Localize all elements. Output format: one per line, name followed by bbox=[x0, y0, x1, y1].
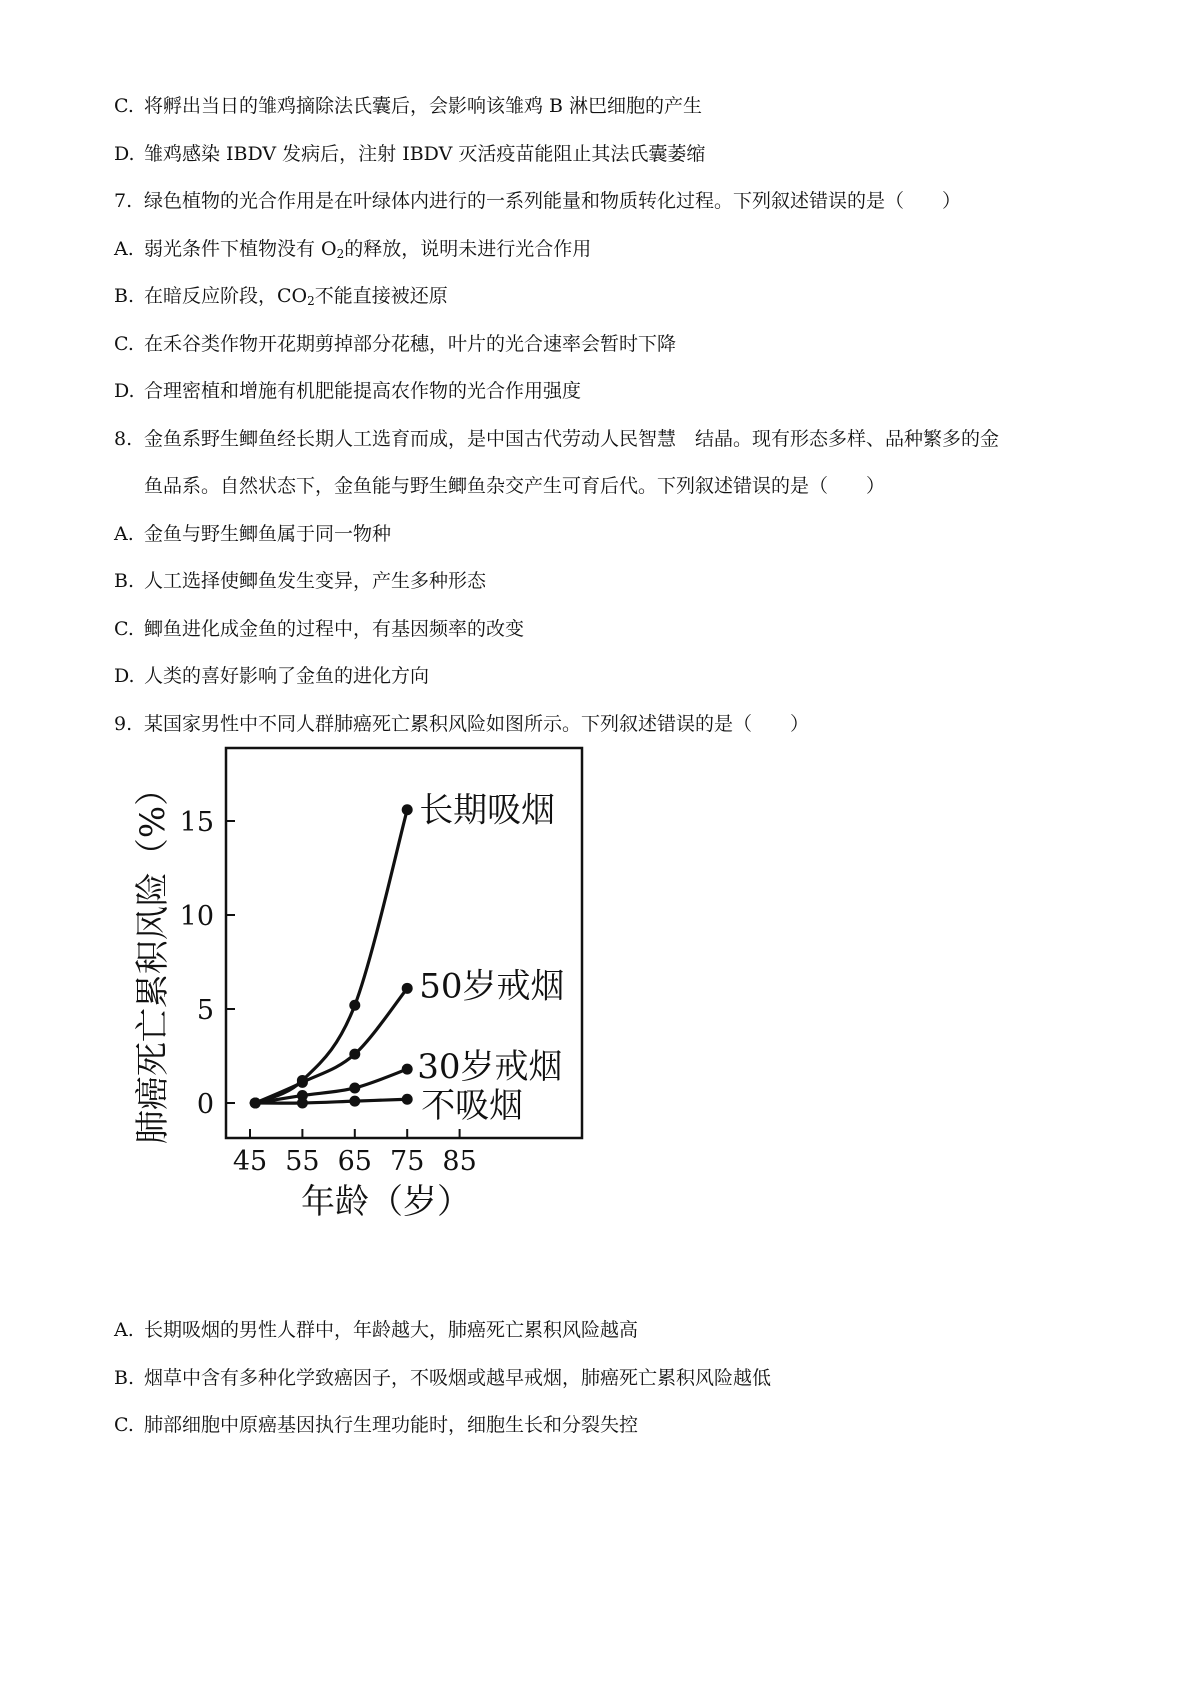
data-point bbox=[349, 1096, 360, 1107]
line-text: 鲫鱼进化成金鱼的过程中，有基因频率的改变 bbox=[144, 617, 525, 640]
line-label: 7. bbox=[114, 190, 133, 212]
data-point bbox=[402, 1094, 413, 1105]
line-label: D. bbox=[114, 665, 135, 687]
line-text: 绿色植物的光合作用是在叶绿体内进行的一系列能量和物质转化过程。下列叙述错误的是（ ） bbox=[144, 190, 962, 212]
line-label: B. bbox=[114, 1366, 135, 1389]
series-label: 长期吸烟 bbox=[419, 790, 556, 831]
series-line bbox=[255, 810, 407, 1103]
line-label: B. bbox=[114, 570, 135, 592]
line-text: 金鱼系野生鲫鱼经长期人工选育而成，是中国古代劳动人民智慧 结晶。现有形态多样、品种繁多的金 bbox=[144, 427, 1000, 450]
text-line bbox=[114, 1316, 1120, 1344]
line-label: C. bbox=[114, 95, 134, 117]
line-text: 人类的喜好影响了金鱼的进化方向 bbox=[144, 665, 430, 687]
data-point bbox=[402, 1064, 413, 1075]
line-text: 在暗反应阶段，CO bbox=[144, 285, 308, 307]
subscript: 2 bbox=[307, 294, 315, 308]
data-point bbox=[349, 1049, 360, 1060]
y-tick-label: 0 bbox=[196, 1089, 214, 1120]
y-tick-label: 15 bbox=[179, 807, 214, 838]
y-axis-label: 肺癌死亡累积风险（%） bbox=[133, 771, 173, 1145]
line-text: 烟草中含有多种化学致癌因子，不吸烟或越早戒烟，肺癌死亡累积风险越低 bbox=[144, 1366, 772, 1389]
line-text: 弱光条件下植物没有 O bbox=[144, 237, 337, 260]
series-line bbox=[255, 988, 407, 1103]
line-label: D. bbox=[114, 380, 135, 402]
y-tick-label: 10 bbox=[179, 901, 214, 932]
line-text: 长期吸烟的男性人群中，年龄越大，肺癌死亡累积风险越高 bbox=[144, 1319, 639, 1341]
data-point bbox=[402, 983, 413, 994]
line-text: 将孵出当日的雏鸡摘除法氏囊后，会影响该雏鸡 B 淋巴细胞的产生 bbox=[144, 95, 703, 117]
x-tick-label: 75 bbox=[390, 1146, 425, 1177]
data-point bbox=[297, 1077, 308, 1088]
line-label: A. bbox=[114, 522, 134, 545]
x-tick-label: 85 bbox=[442, 1146, 477, 1177]
subscript: 2 bbox=[336, 246, 345, 261]
y-tick-label: 5 bbox=[196, 995, 214, 1026]
line-label: C. bbox=[114, 332, 134, 355]
line-label: B. bbox=[114, 285, 135, 307]
line-text: 合理密植和增施有机肥能提高农作物的光合作用强度 bbox=[144, 380, 582, 402]
x-tick-label: 55 bbox=[285, 1146, 320, 1177]
series-label: 50岁戒烟 bbox=[419, 966, 565, 1007]
data-point bbox=[349, 1000, 360, 1011]
line-label: C. bbox=[114, 1414, 134, 1436]
line-text: 在禾谷类作物开花期剪掉部分花穗，叶片的光合速率会暂时下降 bbox=[144, 332, 677, 355]
line-text: 不能直接被还原 bbox=[314, 285, 448, 307]
line-text: 金鱼与野生鲫鱼属于同一物种 bbox=[144, 522, 392, 545]
text-line bbox=[114, 1364, 1120, 1392]
text-line bbox=[114, 1411, 1120, 1439]
line-label: C. bbox=[114, 617, 134, 640]
x-tick-label: 45 bbox=[232, 1146, 268, 1177]
data-point bbox=[297, 1098, 308, 1109]
line-text: 肺部细胞中原癌基因执行生理功能时，细胞生长和分裂失控 bbox=[144, 1414, 639, 1436]
series-line bbox=[255, 1069, 407, 1103]
line-text: 鱼品系。自然状态下，金鱼能与野生鲫鱼杂交产生可育后代。下列叙述错误的是（ ） bbox=[144, 475, 886, 497]
data-point bbox=[250, 1098, 261, 1109]
data-point bbox=[349, 1082, 360, 1093]
line-label: D. bbox=[114, 142, 135, 165]
line-text: 的释放，说明未进行光合作用 bbox=[344, 237, 592, 260]
line-text: 雏鸡感染 IBDV 发病后，注射 IBDV 灭活疫苗能阻止其法氏囊萎缩 bbox=[144, 142, 706, 165]
line-label: A. bbox=[114, 237, 134, 260]
line-text: 某国家男性中不同人群肺癌死亡累积风险如图所示。下列叙述错误的是（ ） bbox=[144, 712, 810, 735]
line-label: A. bbox=[114, 1319, 134, 1341]
line-text: 人工选择使鲫鱼发生变异，产生多种形态 bbox=[144, 570, 487, 592]
line-label: 8. bbox=[114, 427, 133, 450]
line-label: 9. bbox=[114, 712, 133, 735]
x-tick-label: 65 bbox=[337, 1146, 372, 1177]
x-axis-label: 年龄（岁） bbox=[301, 1182, 471, 1222]
series-label: 不吸烟 bbox=[421, 1086, 524, 1127]
series-label: 30岁戒烟 bbox=[417, 1047, 563, 1088]
data-point bbox=[402, 804, 413, 815]
